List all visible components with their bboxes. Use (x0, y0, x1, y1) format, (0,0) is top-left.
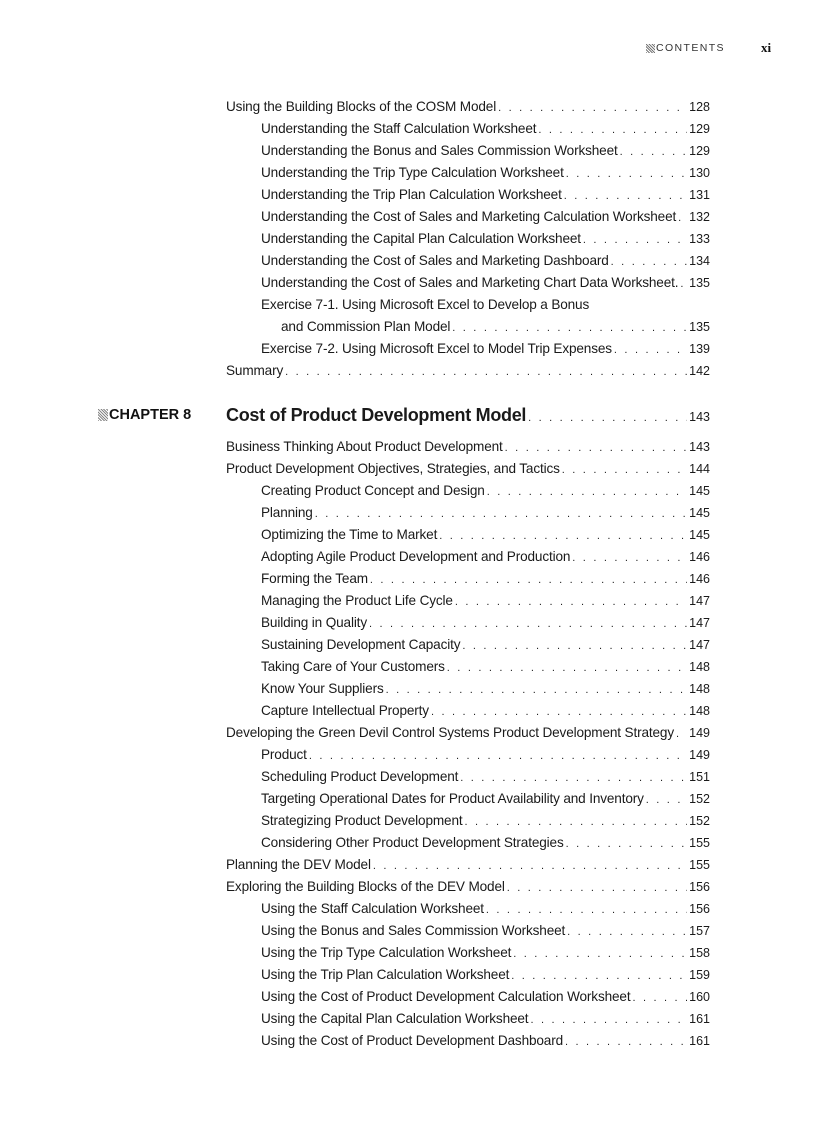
toc-entry[interactable] (226, 436, 710, 458)
toc-entry[interactable] (226, 480, 710, 502)
toc-entry-page: 155 (689, 858, 710, 872)
toc-entry[interactable] (226, 546, 710, 568)
toc-entry[interactable] (226, 228, 710, 250)
toc-entry-title: Using the Cost of Product Development Calculation Worksheet (261, 989, 631, 1004)
toc-entry-page: 129 (689, 144, 710, 158)
toc-entry-title: Business Thinking About Product Development (226, 439, 503, 454)
toc-entry-page: 128 (689, 100, 710, 114)
toc-entry-title: Considering Other Product Development Strategies (261, 835, 564, 850)
dot-leader (455, 591, 687, 613)
dot-leader (566, 163, 687, 185)
toc-chapter-7-tail (226, 96, 710, 382)
toc-entry[interactable] (226, 140, 710, 162)
dot-leader (452, 317, 687, 339)
toc-entry-title: Using the Building Blocks of the COSM Model (226, 99, 497, 114)
toc-entry-page: 155 (689, 836, 710, 850)
toc-entry[interactable] (226, 272, 710, 294)
toc-entry-page: 129 (689, 122, 710, 136)
toc-entry-title: Using the Trip Plan Calculation Worksheet (261, 967, 510, 982)
chapter-heading (109, 402, 710, 428)
toc-entry-page: 156 (689, 902, 710, 916)
dot-leader (439, 525, 687, 547)
toc-entry-title: Planning the DEV Model (226, 857, 371, 872)
toc-entry[interactable] (226, 920, 710, 942)
dot-leader (464, 811, 687, 833)
toc-entry-page: 152 (689, 814, 710, 828)
toc-entry-title: Exercise 7-2. Using Microsoft Excel to Model Trip Expenses (261, 341, 612, 356)
toc-entry-page: 152 (689, 792, 710, 806)
toc-entry[interactable] (226, 876, 710, 898)
toc-entry-title: Exploring the Building Blocks of the DEV Model (226, 879, 505, 894)
toc-entry-page: 148 (689, 704, 710, 718)
toc-entry-title: Optimizing the Time to Market (261, 527, 438, 542)
toc-entry-page: 135 (689, 320, 710, 334)
page-number: xi (761, 40, 772, 55)
dot-leader (646, 789, 687, 811)
toc-entry[interactable] (226, 986, 710, 1008)
toc-entry-title: Understanding the Trip Type Calculation Worksheet (261, 165, 564, 180)
toc-entry-page: 148 (689, 682, 710, 696)
toc-entry-title: Product (261, 747, 307, 762)
chapter-number: CHAPTER 8 (109, 407, 192, 423)
dot-leader (285, 361, 687, 383)
toc-entry-title: Capture Intellectual Property (261, 703, 429, 718)
dot-leader (538, 119, 687, 141)
toc-entry[interactable] (226, 524, 710, 546)
dot-leader (632, 987, 687, 1009)
dot-leader (373, 855, 687, 877)
toc-entry[interactable] (226, 744, 710, 766)
running-header-label: CONTENTS (656, 42, 725, 54)
dot-leader (487, 481, 687, 503)
toc-entry-title: Using the Trip Type Calculation Worksheet (261, 945, 512, 960)
toc-entry[interactable] (226, 96, 710, 118)
toc-entry[interactable] (226, 568, 710, 590)
toc-entry-page: 146 (689, 572, 710, 586)
dot-leader (583, 229, 687, 251)
table-of-contents (109, 96, 710, 1052)
dot-leader (565, 1031, 687, 1053)
toc-entry[interactable] (226, 360, 710, 382)
toc-entry-page: 133 (689, 232, 710, 246)
toc-entry[interactable] (226, 294, 710, 316)
toc-entry-page: 139 (689, 342, 710, 356)
toc-entry-title: Using the Staff Calculation Worksheet (261, 901, 484, 916)
toc-entry[interactable] (226, 184, 710, 206)
chapter-marker-icon (98, 409, 108, 421)
dot-leader (370, 569, 687, 591)
toc-entry[interactable] (226, 964, 710, 986)
toc-entry-title: Building in Quality (261, 615, 367, 630)
toc-entry[interactable] (226, 854, 710, 876)
dot-leader (498, 97, 687, 119)
dot-leader (530, 1009, 687, 1031)
toc-entry-page: 151 (689, 770, 710, 784)
toc-entry-title: Know Your Suppliers (261, 681, 384, 696)
toc-entry-page: 130 (689, 166, 710, 180)
toc-entry-title: Understanding the Cost of Sales and Marketing Chart Data Worksheet. (261, 275, 679, 290)
running-header (0, 42, 816, 58)
dot-leader (447, 657, 687, 679)
toc-entry-title: Understanding the Cost of Sales and Marketing Dashboard (261, 253, 609, 268)
toc-entry-page: 145 (689, 506, 710, 520)
dot-leader (564, 185, 687, 207)
toc-entry-page: 131 (689, 188, 710, 202)
dot-leader (505, 437, 687, 459)
dot-leader (513, 943, 687, 965)
dot-leader (676, 723, 687, 745)
toc-entry-title: Forming the Team (261, 571, 368, 586)
toc-entry[interactable] (226, 678, 710, 700)
toc-entry-title: Understanding the Bonus and Sales Commission Worksheet (261, 143, 618, 158)
toc-entry[interactable] (226, 250, 710, 272)
toc-entry[interactable] (226, 788, 710, 810)
dot-leader (680, 273, 687, 295)
toc-entry-page: 132 (689, 210, 710, 224)
dot-leader (611, 251, 687, 273)
toc-entry-page: 146 (689, 550, 710, 564)
toc-entry-title: Using the Bonus and Sales Commission Worksheet (261, 923, 566, 938)
toc-entry-page: 142 (689, 364, 710, 378)
dot-leader (309, 745, 687, 767)
toc-entry-page: 148 (689, 660, 710, 674)
chapter-title-entry[interactable] (226, 402, 710, 428)
toc-entry-title: Scheduling Product Development (261, 769, 459, 784)
toc-entry-title: Using the Cost of Product Development Dashboard (261, 1033, 563, 1048)
toc-entry-page: 144 (689, 462, 710, 476)
toc-entry-title: Creating Product Concept and Design (261, 483, 485, 498)
toc-entry[interactable] (226, 1008, 710, 1030)
toc-entry[interactable] (226, 634, 710, 656)
toc-entry-page: 149 (689, 726, 710, 740)
toc-entry-page: 147 (689, 594, 710, 608)
toc-entry-title: Adopting Agile Product Development and Production (261, 549, 571, 564)
toc-entry-page: 147 (689, 616, 710, 630)
toc-entry[interactable] (226, 810, 710, 832)
toc-entry[interactable] (226, 458, 710, 480)
dot-leader (507, 877, 687, 899)
dot-leader (460, 767, 687, 789)
toc-entry-title: Targeting Operational Dates for Product Availability and Inventory (261, 791, 644, 806)
toc-entry-title: Exercise 7-1. Using Microsoft Excel to Develop a Bonus (261, 297, 590, 312)
toc-entry-title: Managing the Product Life Cycle (261, 593, 453, 608)
toc-entry[interactable] (226, 118, 710, 140)
toc-entry[interactable] (226, 942, 710, 964)
toc-entry-title: Summary (226, 363, 284, 378)
toc-entry[interactable] (226, 338, 710, 360)
toc-entry-page: 160 (689, 990, 710, 1004)
toc-entry-page: 134 (689, 254, 710, 268)
toc-entry[interactable] (226, 700, 710, 722)
toc-entry-title: Understanding the Cost of Sales and Marketing Calculation Worksheet (261, 209, 677, 224)
toc-entry[interactable] (226, 832, 710, 854)
dot-leader (620, 141, 688, 163)
toc-entry[interactable] (226, 162, 710, 184)
toc-entry[interactable] (226, 612, 710, 634)
toc-chapter-8-entries (226, 436, 710, 1052)
toc-entry-title: Taking Care of Your Customers (261, 659, 445, 674)
dot-leader (431, 701, 687, 723)
chapter-title: Cost of Product Development Model (226, 405, 527, 425)
section-marker-icon (646, 44, 655, 53)
toc-entry[interactable] (226, 722, 710, 744)
toc-entry-title: Strategizing Product Development (261, 813, 463, 828)
toc-entry-title: Using the Capital Plan Calculation Worksheet (261, 1011, 529, 1026)
toc-entry-title: Product Development Objectives, Strategies, and Tactics (226, 461, 560, 476)
dot-leader (511, 965, 687, 987)
toc-entry-page: 143 (689, 440, 710, 454)
dot-leader (562, 459, 687, 481)
dot-leader (678, 207, 687, 229)
toc-entry-page: 156 (689, 880, 710, 894)
dot-leader (566, 833, 688, 855)
toc-entry-page: 158 (689, 946, 710, 960)
toc-entry-page: 161 (689, 1034, 710, 1048)
dot-leader (386, 679, 688, 701)
dot-leader (528, 405, 687, 431)
toc-entry-title: and Commission Plan Model (281, 319, 451, 334)
dot-leader (315, 503, 687, 525)
toc-entry-title: Planning (261, 505, 313, 520)
toc-entry-page: 135 (689, 276, 710, 290)
toc-entry[interactable] (226, 656, 710, 678)
toc-entry-page: 157 (689, 924, 710, 938)
dot-leader (462, 635, 687, 657)
toc-entry-title: Understanding the Trip Plan Calculation Worksheet (261, 187, 562, 202)
toc-entry[interactable] (226, 1030, 710, 1052)
toc-entry-title: Sustaining Development Capacity (261, 637, 461, 652)
toc-entry[interactable] (226, 590, 710, 612)
toc-entry-page: 161 (689, 1012, 710, 1026)
toc-entry-page: 147 (689, 638, 710, 652)
toc-entry-page: 145 (689, 528, 710, 542)
dot-leader (369, 613, 687, 635)
toc-entry-page: 149 (689, 748, 710, 762)
dot-leader (486, 899, 687, 921)
dot-leader (572, 547, 687, 569)
toc-entry-title: Understanding the Staff Calculation Worksheet (261, 121, 537, 136)
toc-entry[interactable] (226, 502, 710, 524)
toc-entry[interactable] (226, 898, 710, 920)
toc-entry-title: Understanding the Capital Plan Calculation Worksheet (261, 231, 581, 246)
toc-entry-page: 159 (689, 968, 710, 982)
dot-leader (614, 339, 687, 361)
dot-leader (567, 921, 687, 943)
chapter-label (98, 407, 191, 423)
toc-entry[interactable] (226, 766, 710, 788)
toc-entry-title: Developing the Green Devil Control Systems Product Development Strategy (226, 725, 674, 740)
toc-entry[interactable] (226, 206, 710, 228)
toc-entry[interactable] (226, 316, 710, 338)
chapter-page: 143 (689, 410, 710, 424)
toc-entry-page: 145 (689, 484, 710, 498)
